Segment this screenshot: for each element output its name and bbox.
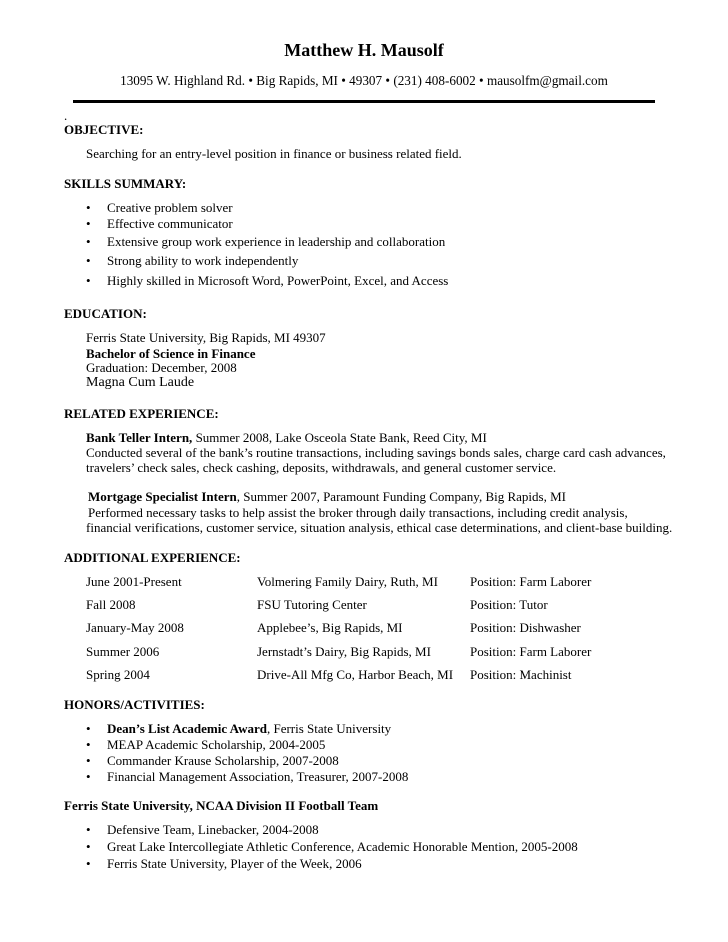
- bullet-icon: •: [86, 253, 91, 268]
- education-honor: Magna Cum Laude: [86, 375, 195, 390]
- bullet-icon: •: [86, 822, 91, 837]
- job-details: , Summer 2007, Paramount Funding Company, Big Rapids, MI: [236, 489, 566, 504]
- skill-text: Creative problem solver: [107, 200, 233, 215]
- skills-heading: SKILLS SUMMARY:: [64, 176, 187, 191]
- skill-text: Highly skilled in Microsoft Word, PowerPoint, Excel, and Access: [107, 273, 449, 288]
- job-description-line: Conducted several of the bank’s routine transactions, including savings bonds sales, charge card cash advances,: [86, 445, 666, 460]
- education-graduation: Graduation: December, 2008: [86, 360, 237, 375]
- football-text: Great Lake Intercollegiate Athletic Conference, Academic Honorable Mention, 2005-2008: [107, 839, 578, 854]
- row-date: Summer 2006: [86, 644, 160, 659]
- additional-experience-heading: ADDITIONAL EXPERIENCE:: [64, 550, 241, 565]
- job-title: Bank Teller Intern,: [86, 430, 193, 445]
- honor-text: Financial Management Association, Treasurer, 2007-2008: [107, 769, 409, 784]
- job-description-line: travelers’ check sales, check cashing, deposits, withdrawals, and general customer service.: [86, 460, 557, 475]
- row-employer: Drive-All Mfg Co, Harbor Beach, MI: [257, 667, 454, 682]
- bullet-icon: •: [86, 273, 91, 288]
- job-details: Summer 2008, Lake Osceola State Bank, Reed City, MI: [192, 430, 487, 445]
- job-description-line: Performed necessary tasks to help assist the broker through daily transactions, including credit analysis,: [88, 505, 628, 520]
- row-date: January-May 2008: [86, 620, 184, 635]
- job-title-line: [86, 430, 487, 446]
- bullet-icon: •: [86, 721, 91, 736]
- objective-text: Searching for an entry-level position in finance or business related field.: [86, 146, 462, 161]
- honor-bold: Dean’s List Academic Award: [107, 721, 267, 736]
- skill-text: Extensive group work experience in leadership and collaboration: [107, 234, 446, 249]
- education-school: Ferris State University, Big Rapids, MI 49307: [86, 330, 326, 345]
- related-experience-heading: RELATED EXPERIENCE:: [64, 406, 219, 421]
- row-date: June 2001-Present: [86, 574, 182, 589]
- bullet-icon: •: [86, 856, 91, 871]
- header-divider: [73, 100, 655, 103]
- bullet-icon: •: [86, 200, 91, 215]
- row-position: Position: Farm Laborer: [470, 644, 592, 659]
- row-date: Fall 2008: [86, 597, 136, 612]
- row-position: Position: Tutor: [470, 597, 548, 612]
- honor-rest: , Ferris State University: [266, 721, 392, 736]
- honor-text: MEAP Academic Scholarship, 2004-2005: [107, 737, 326, 752]
- bullet-icon: •: [86, 234, 91, 249]
- row-date: Spring 2004: [86, 667, 150, 682]
- stray-period: .: [64, 108, 68, 123]
- honor-text: Commander Krause Scholarship, 2007-2008: [107, 753, 339, 768]
- resume-name: Matthew H. Mausolf: [284, 40, 444, 60]
- bullet-icon: •: [86, 737, 91, 752]
- row-employer: Volmering Family Dairy, Ruth, MI: [257, 574, 438, 589]
- skill-text: Strong ability to work independently: [107, 253, 299, 268]
- bullet-icon: •: [86, 216, 91, 231]
- job-description-line: financial verifications, customer service, situation analysis, ethical case determinations, and client-base building.: [86, 520, 673, 535]
- honors-heading: HONORS/ACTIVITIES:: [64, 697, 205, 712]
- football-text: Ferris State University, Player of the Week, 2006: [107, 856, 362, 871]
- row-position: Position: Farm Laborer: [470, 574, 592, 589]
- row-position: Position: Machinist: [470, 667, 572, 682]
- objective-heading: OBJECTIVE:: [64, 122, 144, 137]
- job-title-line: [88, 489, 566, 505]
- contact-line: 13095 W. Highland Rd. • Big Rapids, MI • 49307 • (231) 408-6002 • mausolfm@gmail.com: [120, 73, 608, 88]
- bullet-icon: •: [86, 769, 91, 784]
- row-employer: Jernstadt’s Dairy, Big Rapids, MI: [257, 644, 431, 659]
- row-employer: Applebee’s, Big Rapids, MI: [257, 620, 403, 635]
- row-position: Position: Dishwasher: [470, 620, 581, 635]
- skill-text: Effective communicator: [107, 216, 233, 231]
- football-text: Defensive Team, Linebacker, 2004-2008: [107, 822, 319, 837]
- row-employer: FSU Tutoring Center: [257, 597, 367, 612]
- education-degree: Bachelor of Science in Finance: [86, 346, 256, 361]
- bullet-icon: •: [86, 839, 91, 854]
- bullet-icon: •: [86, 753, 91, 768]
- football-heading: Ferris State University, NCAA Division II Football Team: [64, 798, 379, 813]
- job-title: Mortgage Specialist Intern: [88, 489, 237, 504]
- education-heading: EDUCATION:: [64, 306, 147, 321]
